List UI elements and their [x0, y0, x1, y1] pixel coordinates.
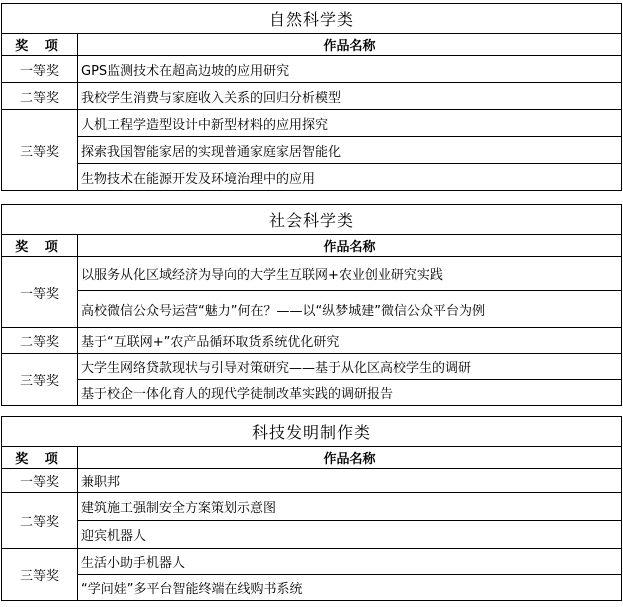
table-row — [2, 549, 622, 575]
table-row — [2, 493, 622, 521]
table-row — [2, 521, 622, 549]
section-title: 自然科学类 — [2, 4, 622, 34]
work-name-cell: 人机工程学造型设计中新型材料的应用探究 — [78, 110, 622, 137]
table-row — [2, 469, 622, 493]
table-row — [2, 575, 622, 601]
rank-cell: 一等奖 — [2, 469, 78, 493]
rank-cell: 二等奖 — [2, 83, 78, 110]
work-name-cell: 以服务从化区域经济为导向的大学生互联网+农业创业研究实践 — [78, 257, 622, 291]
section-title: 社会科学类 — [2, 205, 622, 235]
rank-cell: 三等奖 — [2, 354, 78, 406]
table-row — [2, 110, 622, 137]
section-title: 科技发明制作类 — [2, 417, 622, 447]
work-name-cell: 高校微信公众号运营“魅力”何在？——以“纵梦城建”微信公众平台为例 — [78, 291, 622, 328]
rank-column-header: 奖 项 — [2, 235, 78, 257]
rank-cell: 二等奖 — [2, 493, 78, 549]
table-row — [2, 257, 622, 291]
work-name-cell: 生活小助手机器人 — [78, 549, 622, 575]
table-row — [2, 56, 622, 83]
table-row — [2, 328, 622, 354]
rank-column-header: 奖 项 — [2, 447, 78, 469]
rank-cell: 二等奖 — [2, 328, 78, 354]
rank-cell: 三等奖 — [2, 110, 78, 191]
rank-cell: 一等奖 — [2, 257, 78, 328]
table-row — [2, 354, 622, 380]
rank-column-header: 奖 项 — [2, 34, 78, 56]
name-column-header: 作品名称 — [78, 447, 622, 469]
work-name-cell: 建筑施工强制安全方案策划示意图 — [78, 493, 622, 521]
name-column-header: 作品名称 — [78, 235, 622, 257]
tech-invention-table — [1, 416, 622, 601]
work-name-cell: 我校学生消费与家庭收入关系的回归分析模型 — [78, 83, 622, 110]
rank-cell: 一等奖 — [2, 56, 78, 83]
work-name-cell: 生物技术在能源开发及环境治理中的应用 — [78, 164, 622, 191]
work-name-cell: 基于“互联网+”农产品循环取货系统优化研究 — [78, 328, 622, 354]
work-name-cell: 探索我国智能家居的实现普通家庭家居智能化 — [78, 137, 622, 164]
name-column-header: 作品名称 — [78, 34, 622, 56]
table-row — [2, 83, 622, 110]
work-name-cell: 迎宾机器人 — [78, 521, 622, 549]
work-name-cell: 大学生网络贷款现状与引导对策研究——基于从化区高校学生的调研 — [78, 354, 622, 380]
table-row — [2, 380, 622, 406]
table-row — [2, 137, 622, 164]
table-row — [2, 291, 622, 328]
social-science-table — [1, 204, 622, 406]
work-name-cell: GPS监测技术在超高边坡的应用研究 — [78, 56, 622, 83]
work-name-cell: “学问娃”多平台智能终端在线购书系统 — [78, 575, 622, 601]
rank-cell: 三等奖 — [2, 549, 78, 601]
natural-science-table — [1, 3, 622, 191]
work-name-cell: 基于校企一体化育人的现代学徒制改革实践的调研报告 — [78, 380, 622, 406]
work-name-cell: 兼职邦 — [78, 469, 622, 493]
table-row — [2, 164, 622, 191]
